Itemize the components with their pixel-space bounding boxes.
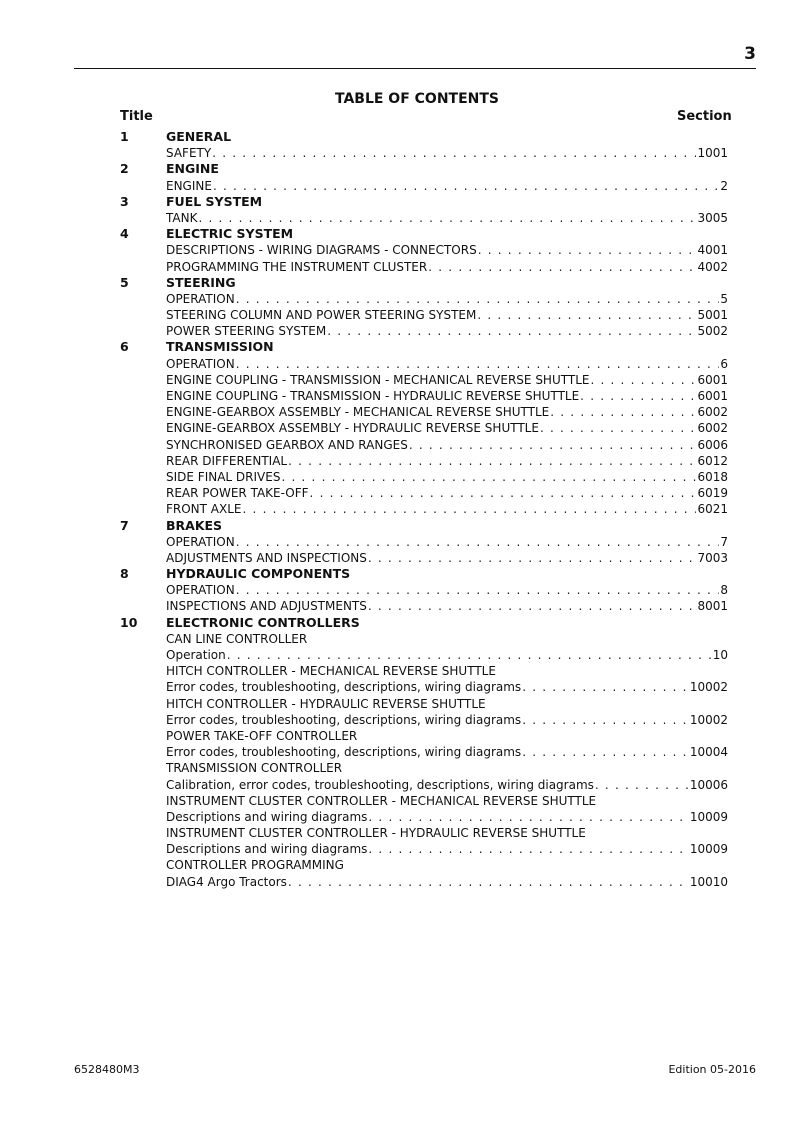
toc-entry xyxy=(120,501,728,517)
entry-section-number: 6012 xyxy=(697,453,728,468)
chapter-name: ENGINE xyxy=(166,161,219,177)
dot-leader xyxy=(213,178,719,194)
toc-entry xyxy=(120,679,728,695)
toc-entry xyxy=(120,841,728,857)
entry-section-number: 5001 xyxy=(697,308,728,323)
dot-leader xyxy=(428,259,696,275)
toc-entry xyxy=(120,178,728,194)
column-header-section: Section xyxy=(677,109,732,124)
entry-section-number: 10006 xyxy=(689,777,728,792)
toc-entry xyxy=(120,372,728,388)
document-code: 6528480M3 xyxy=(74,1063,140,1076)
entry-section-number: 5 xyxy=(720,291,728,306)
toc-chapter-row xyxy=(120,275,728,291)
entry-section-number: 6018 xyxy=(697,469,728,484)
toc-entry xyxy=(120,874,728,890)
toc-entry xyxy=(120,323,728,339)
entry-label: Operation xyxy=(166,648,226,662)
toc-entry xyxy=(120,582,728,598)
header-rule xyxy=(74,68,756,69)
entry-label: OPERATION xyxy=(166,356,235,371)
toc-entry xyxy=(120,550,728,566)
dot-leader xyxy=(288,874,689,890)
entry-label: OPERATION xyxy=(166,534,235,549)
dot-leader xyxy=(368,598,697,614)
entry-section-number: 10009 xyxy=(689,809,728,824)
toc-subheading: HITCH CONTROLLER - MECHANICAL REVERSE SHUTTLE xyxy=(166,664,496,679)
toc-entry xyxy=(120,598,728,614)
edition-label: Edition 05-2016 xyxy=(668,1063,756,1076)
dot-leader xyxy=(227,647,712,663)
toc-entry xyxy=(120,307,728,323)
dot-leader xyxy=(236,582,720,598)
dot-leader xyxy=(212,145,696,161)
toc-entry xyxy=(120,242,728,258)
entry-label: ENGINE COUPLING - TRANSMISSION - MECHANICAL REVERSE SHUTTLE xyxy=(166,372,590,387)
entry-label: ENGINE xyxy=(166,178,212,193)
dot-leader xyxy=(368,841,688,857)
chapter-name: TRANSMISSION xyxy=(166,339,274,355)
toc-subheading: HITCH CONTROLLER - HYDRAULIC REVERSE SHUTTLE xyxy=(166,696,486,711)
entry-section-number: 4001 xyxy=(697,243,728,258)
entry-label: STEERING COLUMN AND POWER STEERING SYSTEM xyxy=(166,308,477,323)
dot-leader xyxy=(236,534,720,550)
dot-leader xyxy=(243,501,697,517)
toc-subheading: CAN LINE CONTROLLER xyxy=(166,631,308,646)
entry-label: Error codes, troubleshooting, descriptions, wiring diagrams xyxy=(166,680,522,695)
entry-label: PROGRAMMING THE INSTRUMENT CLUSTER xyxy=(166,259,428,274)
entry-label: REAR DIFFERENTIAL xyxy=(166,453,288,468)
entry-section-number: 6006 xyxy=(697,437,728,452)
entry-label: ENGINE-GEARBOX ASSEMBLY - MECHANICAL REVERSE SHUTTLE xyxy=(166,405,550,420)
chapter-number: 3 xyxy=(120,193,129,209)
entry-label: DESCRIPTIONS - WIRING DIAGRAMS - CONNECTORS xyxy=(166,243,477,258)
entry-label: FRONT AXLE xyxy=(166,502,242,517)
chapter-name: FUEL SYSTEM xyxy=(166,193,263,209)
entry-section-number: 10002 xyxy=(689,712,728,727)
toc-entry xyxy=(120,485,728,501)
table-of-contents xyxy=(120,129,728,890)
dot-leader xyxy=(198,210,696,226)
dot-leader xyxy=(368,809,688,825)
entry-section-number: 2 xyxy=(720,178,728,193)
chapter-number: 5 xyxy=(120,274,129,290)
entry-label: TANK xyxy=(166,210,198,225)
entry-section-number: 10002 xyxy=(689,680,728,695)
entry-label: OPERATION xyxy=(166,583,235,598)
toc-entry xyxy=(120,809,728,825)
page-number: 3 xyxy=(744,44,756,64)
chapter-name: ELECTRONIC CONTROLLERS xyxy=(166,614,360,630)
toc-chapter-row xyxy=(120,161,728,177)
chapter-number: 4 xyxy=(120,226,129,242)
toc-chapter-row xyxy=(120,339,728,355)
toc-chapter-row xyxy=(120,615,728,631)
toc-entry xyxy=(120,291,728,307)
toc-subheading: POWER TAKE-OFF CONTROLLER xyxy=(166,728,358,743)
dot-leader xyxy=(595,777,689,793)
dot-leader xyxy=(550,404,696,420)
entry-label: SAFETY xyxy=(166,146,212,161)
column-header-title: Title xyxy=(120,109,153,124)
dot-leader xyxy=(477,307,696,323)
dot-leader xyxy=(281,469,696,485)
entry-label: INSPECTIONS AND ADJUSTMENTS xyxy=(166,599,367,614)
toc-entry xyxy=(120,145,728,161)
entry-label: Descriptions and wiring diagrams xyxy=(166,842,368,857)
toc-chapter-row xyxy=(120,194,728,210)
chapter-name: STEERING xyxy=(166,274,236,290)
chapter-number: 7 xyxy=(120,517,129,533)
toc-entry xyxy=(120,534,728,550)
entry-section-number: 1001 xyxy=(697,146,728,161)
entry-section-number: 6019 xyxy=(697,486,728,501)
chapter-number: 1 xyxy=(120,129,129,144)
chapter-name: BRAKES xyxy=(166,517,223,533)
toc-entry xyxy=(120,777,728,793)
chapter-number: 8 xyxy=(120,566,129,582)
toc-subheading: TRANSMISSION CONTROLLER xyxy=(166,761,343,776)
entry-section-number: 4002 xyxy=(697,259,728,274)
entry-label: Calibration, error codes, troubleshooting, descriptions, wiring diagrams xyxy=(166,777,594,792)
entry-section-number: 10009 xyxy=(689,842,728,857)
toc-subheading: INSTRUMENT CLUSTER CONTROLLER - HYDRAULIC REVERSE SHUTTLE xyxy=(166,826,586,841)
toc-subheading: INSTRUMENT CLUSTER CONTROLLER - MECHANICAL REVERSE SHUTTLE xyxy=(166,793,597,808)
dot-leader xyxy=(478,242,697,258)
entry-label: OPERATION xyxy=(166,291,235,306)
entry-section-number: 6002 xyxy=(697,421,728,436)
dot-leader xyxy=(288,453,696,469)
entry-section-number: 3005 xyxy=(697,210,728,225)
toc-entry xyxy=(120,420,728,436)
toc-entry xyxy=(120,437,728,453)
entry-section-number: 6002 xyxy=(697,405,728,420)
toc-entry xyxy=(120,210,728,226)
toc-chapter-row xyxy=(120,518,728,534)
entry-section-number: 10010 xyxy=(689,874,728,889)
dot-leader xyxy=(236,356,720,372)
entry-section-number: 10 xyxy=(712,648,728,662)
entry-label: DIAG4 Argo Tractors xyxy=(166,874,287,889)
chapter-number: 2 xyxy=(120,161,129,177)
toc-chapter-row xyxy=(120,129,728,145)
toc-entry xyxy=(120,453,728,469)
toc-subheading: CONTROLLER PROGRAMMING xyxy=(166,858,344,873)
toc-chapter-row xyxy=(120,226,728,242)
dot-leader xyxy=(590,372,696,388)
dot-leader xyxy=(327,323,696,339)
chapter-name: GENERAL xyxy=(166,129,232,144)
dot-leader xyxy=(580,388,696,404)
dot-leader xyxy=(310,485,697,501)
toc-entry xyxy=(120,469,728,485)
dot-leader xyxy=(540,420,697,436)
entry-section-number: 7003 xyxy=(697,550,728,565)
chapter-name: HYDRAULIC COMPONENTS xyxy=(166,566,351,582)
entry-section-number: 6021 xyxy=(697,502,728,517)
toc-chapter-row xyxy=(120,566,728,582)
entry-section-number: 6001 xyxy=(697,389,728,403)
entry-section-number: 6001 xyxy=(697,372,728,387)
entry-section-number: 10004 xyxy=(689,745,728,760)
dot-leader xyxy=(409,437,697,453)
dot-leader xyxy=(236,291,720,307)
toc-entry xyxy=(120,404,728,420)
entry-section-number: 7 xyxy=(720,534,728,549)
entry-label: SYNCHRONISED GEARBOX AND RANGES xyxy=(166,437,408,452)
dot-leader xyxy=(368,550,697,566)
entry-label: Descriptions and wiring diagrams xyxy=(166,809,368,824)
entry-label: ENGINE COUPLING - TRANSMISSION - HYDRAULIC REVERSE SHUTTLE xyxy=(166,389,580,403)
dot-leader xyxy=(522,744,689,760)
toc-entry xyxy=(120,712,728,728)
entry-label: POWER STEERING SYSTEM xyxy=(166,324,327,339)
entry-label: Error codes, troubleshooting, descriptions, wiring diagrams xyxy=(166,712,522,727)
toc-entry xyxy=(120,356,728,372)
entry-label: Error codes, troubleshooting, descriptions, wiring diagrams xyxy=(166,745,522,760)
toc-entry xyxy=(120,388,728,404)
entry-label: ADJUSTMENTS AND INSPECTIONS xyxy=(166,550,367,565)
toc-title: TABLE OF CONTENTS xyxy=(334,91,500,107)
toc-entry xyxy=(120,647,728,663)
entry-section-number: 8 xyxy=(720,583,728,598)
entry-label: REAR POWER TAKE-OFF xyxy=(166,486,309,501)
toc-entry xyxy=(120,259,728,275)
chapter-number: 10 xyxy=(120,614,138,630)
entry-label: SIDE FINAL DRIVES xyxy=(166,469,281,484)
chapter-name: ELECTRIC SYSTEM xyxy=(166,226,294,242)
entry-section-number: 5002 xyxy=(697,324,728,339)
entry-label: ENGINE-GEARBOX ASSEMBLY - HYDRAULIC REVERSE SHUTTLE xyxy=(166,421,539,436)
dot-leader xyxy=(522,679,689,695)
toc-entry xyxy=(120,744,728,760)
dot-leader xyxy=(522,712,689,728)
chapter-number: 6 xyxy=(120,339,129,355)
entry-section-number: 8001 xyxy=(697,599,728,614)
entry-section-number: 6 xyxy=(720,356,728,371)
